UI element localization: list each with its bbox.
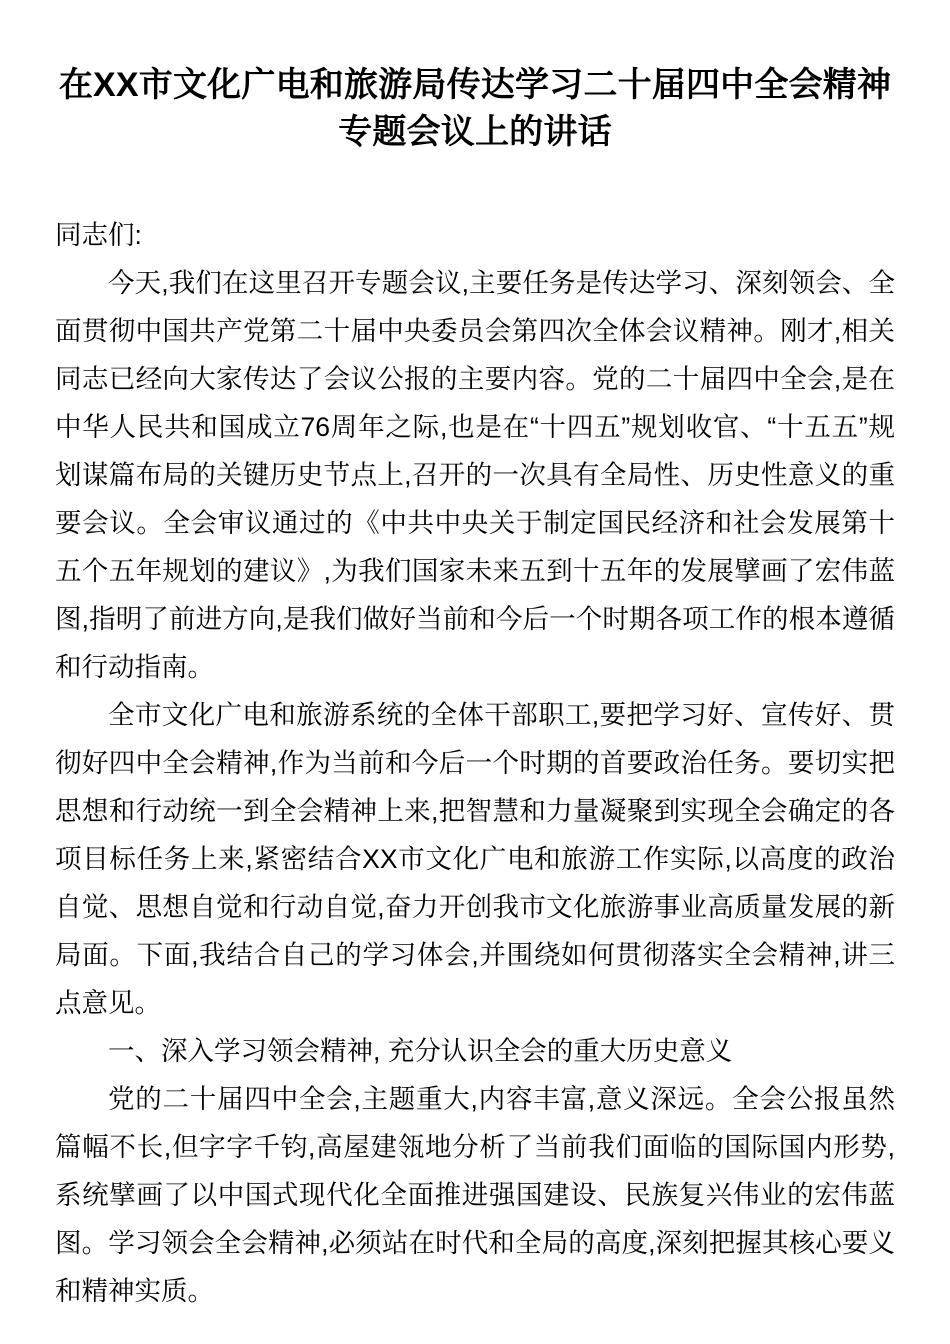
salutation: 同志们: bbox=[55, 220, 142, 250]
section-heading-1: 一、深入学习领会精神, 充分认识全会的重大历史意义 bbox=[108, 1036, 733, 1066]
document-content-column bbox=[55, 0, 895, 1315]
document-title: 在XX市文化广电和旅游局传达学习二十届四中全会精神专题会议上的讲话 bbox=[58, 66, 892, 151]
section-1-paragraph-1: 党的二十届四中全会,主题重大,内容丰富,意义深远。全会公报虽然篇幅不长,但字字千钧,高屋建瓴地分析了当前我们面临的国际国内形势,系统擘画了以中国式现代化全面推进强国建设、民族复兴伟业的宏伟蓝图。学习领会全会精神,必须站在时代和全局的高度,深刻把握其核心要义和精神实质。 bbox=[55, 1084, 895, 1306]
body-paragraph-2: 全市文化广电和旅游系统的全体干部职工,要把学习好、宣传好、贯彻好四中全会精神,作为当前和今后一个时期的首要政治任务。要切实把思想和行动统一到全会精神上来,把智慧和力量凝聚到实现全会确定的各项目标任务上来,紧密结合XX市文化广电和旅游工作实际,以高度的政治自觉、思想自觉和行动自觉,奋力开创我市文化旅游事业高质量发展的新局面。下面,我结合自己的学习体会,并围绕如何贯彻落实全会精神,讲三点意见。 bbox=[55, 700, 895, 1018]
body-paragraph-1: 今天,我们在这里召开专题会议,主要任务是传达学习、深刻领会、全面贯彻中国共产党第二十届中央委员会第四次全体会议精神。刚才,相关同志已经向大家传达了会议公报的主要内容。党的二十届四中全会,是在中华人民共和国成立76周年之际,也是在“十四五”规划收官、“十五五”规划谋篇布局的关键历史节点上,召开的一次具有全局性、历史性意义的重要会议。全会审议通过的《中共中央关于制定国民经济和社会发展第十五个五年规划的建议》,为我们国家未来五到十五年的发展擘画了宏伟蓝图,指明了前进方向,是我们做好当前和今后一个时期各项工作的根本遵循和行动指南。 bbox=[55, 268, 895, 682]
